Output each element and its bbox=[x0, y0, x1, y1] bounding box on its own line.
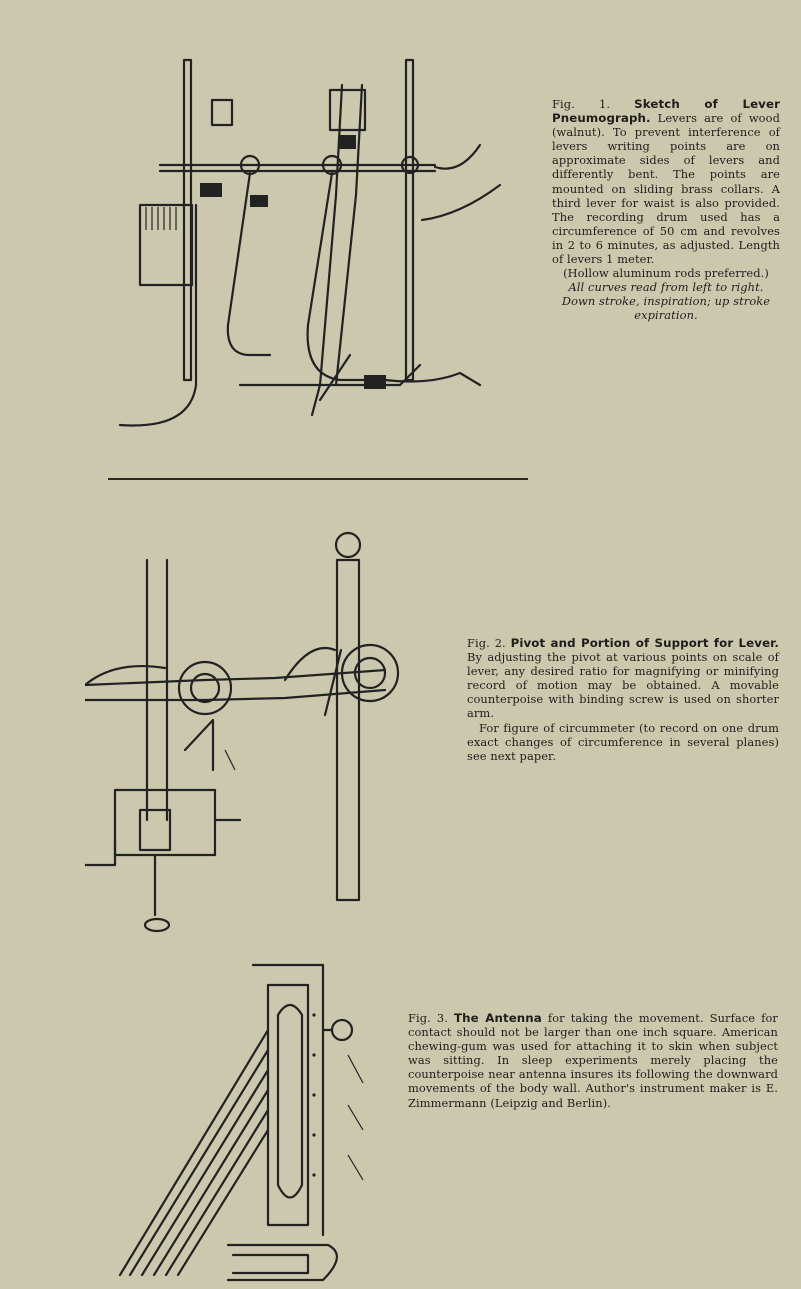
fig2-note: For figure of circummeter (to record on one drum exact changes of circumference in several planes) see next paper. bbox=[467, 720, 779, 763]
fig2-title: Pivot and Portion of Support for Lever. bbox=[510, 636, 779, 650]
fig2-caption bbox=[467, 636, 779, 763]
fig3-caption bbox=[408, 1011, 778, 1110]
fig1-reading-direction: All curves read from left to right. bbox=[568, 280, 764, 295]
fig3-body: for taking the movement. Surface for contact should not be larger than one inch square. American chewing-gum was used for attaching it to skin when subject was sitting. In sleep experiments merely placing the counterpoise near antenna insures its following the downward movements of the body wall. Author's instrument maker is E. Zimmermann (Leipzig and Berlin). bbox=[408, 1011, 778, 1110]
fig1-note: (Hollow aluminum rods preferred.) bbox=[563, 266, 769, 281]
fig1-caption bbox=[552, 97, 780, 323]
fig2-pivot-support-drawing bbox=[85, 520, 455, 945]
fig1-body: Levers are of wood (walnut). To prevent interference of levers writing points are on approximate sides of levers and differently bent. The points are mounted on sliding brass collars. A third lever for waist is also provided. The recording drum used has a circumference of 50 cm and revolves in 2 to 6 minutes, as adjusted. Length of levers 1 meter. bbox=[552, 111, 780, 267]
fig1-stroke-legend: Down stroke, inspiration; up stroke expiration. bbox=[561, 294, 771, 323]
fig1-title: Sketch of Lever Pneumograph. bbox=[552, 97, 780, 126]
fig3-antenna-drawing bbox=[118, 955, 378, 1285]
fig2-body: By adjusting the pivot at various points on scale of lever, any desired ratio for magnifying or minifying record of motion may be obtained. A movable counterpoise with binding screw is used on shorter arm. bbox=[467, 650, 779, 721]
fig2-number: Fig. 2. bbox=[467, 636, 506, 650]
fig3-number: Fig. 3. bbox=[408, 1011, 448, 1025]
fig1-number: Fig. 1. bbox=[552, 97, 611, 111]
fig1-lever-pneumograph-drawing bbox=[100, 55, 520, 435]
section-divider bbox=[108, 478, 528, 480]
fig3-title: The Antenna bbox=[453, 1011, 542, 1025]
